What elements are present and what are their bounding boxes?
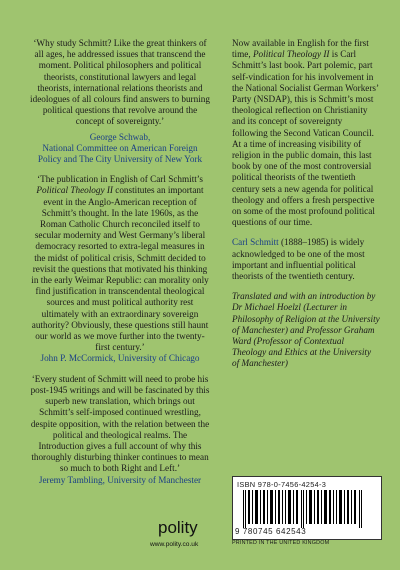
printed-in-label: PRINTED IN THE UNITED KINGDOM <box>232 540 330 546</box>
barcode-box <box>232 476 382 540</box>
attribution-schwab-name: George Schwab, <box>89 131 151 142</box>
book-description-part-b: is Carl Schmitt’s last book. Part polemic, part self-vindication for his involvement in the National Socialist German Workers’ Party (NSDAP), this is Schmitt’s most theological reflection on Christianity and its concept of sovereignty following the Second Vatican Council. At a time of increasing visibility of religion in the public domain, this last book by one of the most controversial political theorists of the twentieth century sets a new agenda for political theology and offers a fresh perspective on some of the most profound political questions of our time. <box>232 49 379 228</box>
quote-mccormick-part-b: constitutes an important event in the Anglo-American reception of Schmitt’s thought. In the late 1960s, as the Roman Catholic Church reconciled itself to secular modernity and West Germany’s liberal democracy resorted to extra-legal measures in the midst of political crisis, Schmitt decided to revisit the questions that motivated his thinking in the early Weimar Republic: can morality only find justification in transcendental theological sources and must political authority rest ultimately with an extraordinary sovereign authority? Obviously, these questions still haunt our world as we move further into the twenty-first century.’ <box>31 185 209 353</box>
translator-credit <box>232 291 380 369</box>
author-name: Carl Schmitt <box>232 237 279 248</box>
quote-mccormick-part-a: ‘The publication in English of Carl Schmitt’s <box>37 174 203 185</box>
attribution-tambling: Jeremy Tambling, University of Manchester <box>38 474 202 485</box>
publisher-url: www.polity.co.uk <box>150 541 199 548</box>
attribution-mccormick: John P. McCormick, University of Chicago <box>40 353 200 364</box>
book-description <box>232 38 380 228</box>
book-description-title: Political Theology II <box>252 49 330 60</box>
book-description-part-a: Now available in English for the first time, <box>232 38 369 60</box>
left-column <box>30 38 210 486</box>
translator-credit-text: Translated and with an introduction by Dr Michael Hoelzl (Lecturer in Philosophy of Religion at the University of Manchester) and Professor Graham Ward (Professor of Contextual Theology and Ethics at the University of Manchester) <box>232 291 380 369</box>
isbn-label: ISBN 978-0-7456-4254-3 <box>237 480 327 489</box>
attribution-schwab-affiliation: National Committee on American Foreign Policy and The City University of New York <box>37 142 203 165</box>
attribution-schwab <box>30 132 210 166</box>
quote-schwab: ‘Why study Schmitt? Like the great thinkers of all ages, he addressed issues that transcend the moment. Political philosophers and political theorists, constitutional lawyers and legal theorists, international relations theorists and ideologues of all colours find answers to burning political questions that revolve around the concept of sovereignty.’ <box>30 38 210 127</box>
quote-tambling: ‘Every student of Schmitt will need to probe his post-1945 writings and will be fascinated by this superb new translation, which brings out Schmitt’s self-imposed continued wrestling, despite opposition, with the relation between the political and theological realms. The Introduction gives a full account of why this thoroughly disturbing thinker continues to mean so much to both Right and Left.’ <box>30 373 210 474</box>
right-column <box>232 38 380 370</box>
author-bio-text: (1888–1985) is widely acknowledged to be one of the most important and influential political theorists of the twentieth century. <box>232 237 365 282</box>
author-bio <box>232 237 380 282</box>
quote-mccormick-title: Political Theology II <box>36 185 113 196</box>
polity-logo: polity <box>158 518 198 537</box>
quote-mccormick <box>30 174 210 353</box>
barcode-digits: 9 780745 642543 <box>235 527 307 536</box>
barcode-bars <box>237 490 369 528</box>
